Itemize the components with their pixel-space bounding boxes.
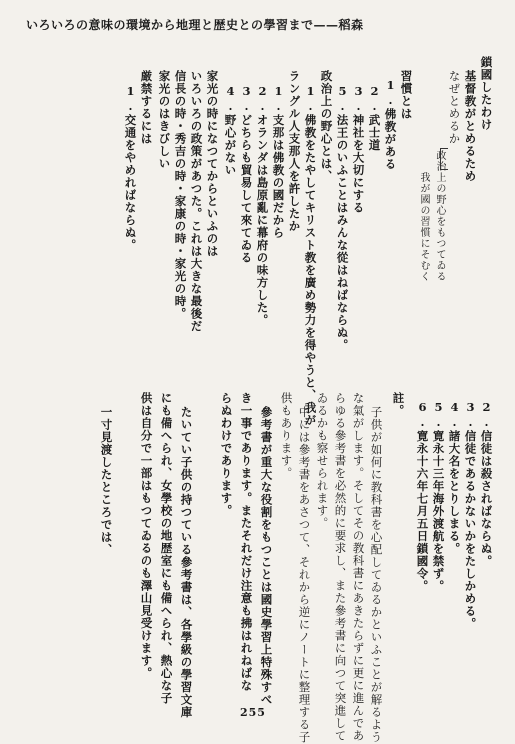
text-column: たいてい子供の持つている參考書は、各學級の學習文庫 <box>179 406 194 719</box>
text-column: な氣がします。そしてその教科書にあきたらずに更に進んであ <box>351 392 366 742</box>
text-column: 厳禁するには <box>139 70 154 145</box>
text-column: なぜとめるか <box>447 70 462 145</box>
text-column: 2.オランダは島原亂に幕府の味方した。 <box>255 84 270 327</box>
text-column: にも備へられ、女學校の地歴室にも備へられ、熱心な子 <box>159 392 174 705</box>
text-column: 4.野心がない <box>223 84 238 177</box>
brace-mark <box>440 148 448 170</box>
text-column: 1.交通をやめればならぬ。 <box>123 84 138 252</box>
text-column: 3.どちらも貿易して來てゐる <box>239 84 254 264</box>
text-column: 5.寛永十三年海外渡航を禁ず。 <box>431 400 446 593</box>
text-column: ゐるかも察せられます。 <box>315 392 330 530</box>
text-column: 1.佛教がある <box>383 78 398 171</box>
text-column: 6.寛永十六年七月五日鎖國令。 <box>415 400 430 593</box>
page-number: 255 <box>240 706 266 719</box>
text-column: 家光の時になつてからといふのは <box>205 70 220 258</box>
text-column: 家光のはきびしい <box>157 70 172 170</box>
text-column: 供は自分で一部はもつてゐるのも澤山見受けます。 <box>139 392 154 680</box>
text-column: いろいろの政策があつた。これは大きな最後だ <box>189 70 204 333</box>
text-column: 政治上の野心とは、 <box>319 70 334 183</box>
text-column: 3.信徒であるかないかをたしかめる。 <box>463 400 478 630</box>
text-column: らゆる參考書を必然的に要求し、また參考書に向つて突進して <box>333 392 348 742</box>
text-column: 鎖國したわけ <box>479 56 494 131</box>
text-column: 基督教がとめるため <box>463 70 478 183</box>
text-column: らぬわけであります。 <box>219 392 234 517</box>
text-column: 1.佛教をたやしてキリスト教を廣め勢力を得やうと、我が <box>303 84 318 427</box>
text-column: 信長の時・秀吉の時・家康の時・家光の時。 <box>173 70 188 320</box>
text-column: 一寸見渡したところでは、 <box>99 406 114 556</box>
text-column: 中には參考書をあさつて、それから逆にノートに整理する子 <box>297 406 312 744</box>
text-column: 1.支那は佛教の國だから <box>271 84 286 239</box>
text-column: ラングル人支那人を許したか <box>287 70 302 233</box>
text-column: 政治上の野心をもつてゐる <box>434 150 445 282</box>
text-column: 5.法王のいふことはみんな從はねばならぬ。 <box>335 84 350 352</box>
text-column: 子供が如何に教科書を心配してゐるかといふことが解るよう <box>369 406 384 744</box>
text-column: 習慣とは <box>399 70 414 120</box>
text-column: 參考書が重大な役割をもつことは國史學習上特殊すべ <box>259 406 274 706</box>
text-column: き一事であります。またそれだけ注意も拂はれねばな <box>239 392 254 692</box>
text-column: 註。 <box>391 392 406 417</box>
text-column: 供もあります。 <box>279 392 294 480</box>
text-column: 2.信徒は殺さればならぬ。 <box>479 400 494 568</box>
text-column: 3.神社を大切にする <box>351 84 366 214</box>
running-header: いろいろの意味の環境から地理と歴史との學習まで——稻森 <box>26 18 364 32</box>
text-column: 4.諸大名をとりしまる。 <box>447 400 462 555</box>
text-column: 2.武士道 <box>367 84 382 152</box>
text-column: 我が國の習慣にそむく <box>418 172 429 282</box>
